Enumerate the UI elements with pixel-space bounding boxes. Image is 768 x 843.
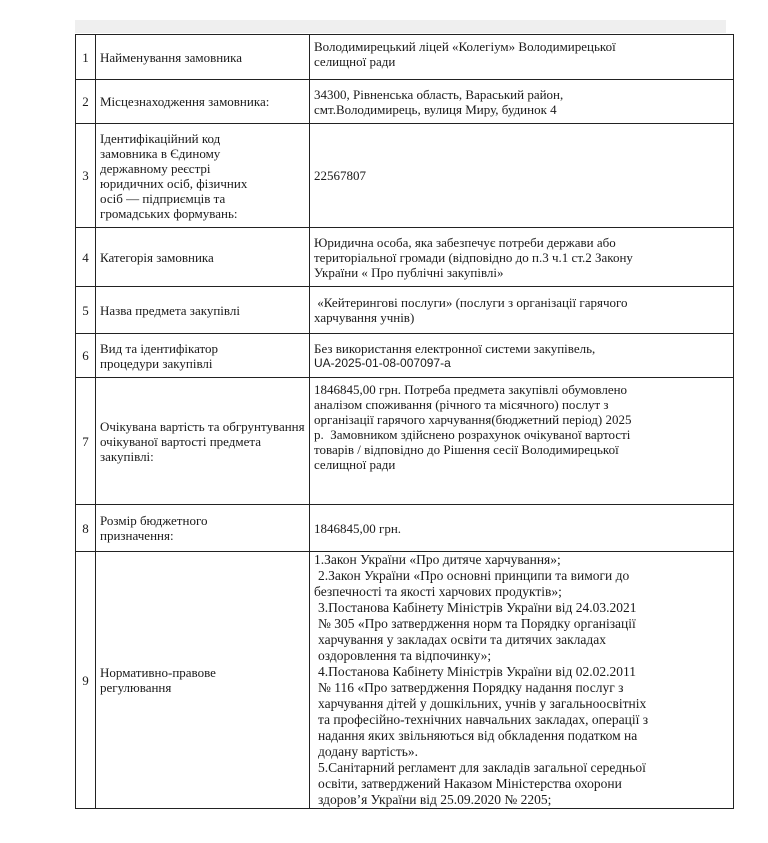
row-label: Очікувана вартість та обгрунтування очікуваної вартості предмета закупівлі: <box>96 378 310 505</box>
row-value <box>310 505 734 552</box>
legal-line: 2.Закон України «Про основні принципи та вимоги до <box>318 568 630 583</box>
table-row <box>76 228 734 287</box>
row-number: 3 <box>76 124 96 228</box>
legal-line: харчування дітей у дошкільних, учнів у загальноосвітніх <box>318 696 647 711</box>
legal-line: 4.Постанова Кабінету Міністрів України від 02.02.2011 <box>318 664 636 679</box>
row-value <box>310 80 734 124</box>
table-row <box>76 552 734 809</box>
legal-line: освіти, затверджений Наказом Міністерства охорони <box>318 776 622 791</box>
procurement-info-table <box>75 34 734 809</box>
table-row <box>76 287 734 334</box>
value-line: селищної ради <box>314 457 396 472</box>
value-line: 1846845,00 грн. <box>314 520 402 536</box>
legal-line: № 116 «Про затвердження Порядку надання послуг з <box>318 680 624 695</box>
row-value <box>310 552 734 809</box>
row-label: Місцезнаходження замовника: <box>96 80 310 124</box>
row-label: Вид та ідентифікатор процедури закупівлі <box>96 334 310 378</box>
legal-line: № 305 «Про затвердження норм та Порядку організації <box>318 616 636 631</box>
row-value <box>310 228 734 287</box>
legal-line: 5.Санітарний регламент для закладів загальної середньої <box>318 760 646 775</box>
row-label: Найменування замовника <box>96 35 310 80</box>
procedure-identifier: UA-2025-01-08-007097-a <box>314 355 451 370</box>
row-value <box>310 334 734 378</box>
row-number: 5 <box>76 287 96 334</box>
value-line: 22567807 <box>314 168 366 183</box>
legal-line: здоров’я України від 25.09.2020 № 2205; <box>318 792 552 807</box>
row-number: 6 <box>76 334 96 378</box>
value-line: смт.Володимирець, вулиця Миру, будинок 4 <box>314 101 557 117</box>
row-value <box>310 124 734 228</box>
table-row <box>76 378 734 505</box>
value-line: аналізом споживання (річного та місячного) послут з <box>314 397 609 412</box>
value-line: територіальної громади (відповідно до п.3 ч.1 ст.2 Закону <box>314 249 633 265</box>
value-line: харчування учнів) <box>314 310 415 325</box>
value-line: Володимирецький ліцей «Колегіум» Володимирецької <box>314 39 616 54</box>
value-line: 1846845,00 грн. Потреба предмета закупівлі обумовлено <box>314 382 628 397</box>
value-line: селищної ради <box>314 54 396 69</box>
table-row <box>76 35 734 80</box>
value-line: 34300, Рівненська область, Вараський район, <box>314 86 564 102</box>
legal-line: додану вартість». <box>318 744 419 759</box>
page-header-bar <box>75 20 726 33</box>
row-number: 1 <box>76 35 96 80</box>
row-number: 2 <box>76 80 96 124</box>
row-value <box>310 35 734 80</box>
row-number: 4 <box>76 228 96 287</box>
table-row <box>76 124 734 228</box>
legal-line: безпечності та якості харчових продуктів»; <box>314 584 562 599</box>
value-line: організації гарячого харчування(бюджетний період) 2025 <box>314 412 632 427</box>
table-row <box>76 505 734 552</box>
row-label: Ідентифікаційний код замовника в Єдиному державному реєстрі юридичних осіб, фізичних осіб — підприємців та громадських формувань: <box>96 124 310 228</box>
legal-line: харчування у закладах освіти та дитячих закладах <box>318 632 606 647</box>
legal-line: оздоровлення та відпочинку»; <box>318 648 492 663</box>
value-line: товарів / відповідно до Рішення сесії Володимирецької <box>314 442 619 457</box>
row-label: Назва предмета закупівлі <box>96 287 310 334</box>
row-number: 8 <box>76 505 96 552</box>
row-value <box>310 378 734 505</box>
value-line: «Кейтерингові послуги» (послуги з організації гарячого <box>314 295 628 310</box>
row-label: Розмір бюджетного призначення: <box>96 505 310 552</box>
row-number: 7 <box>76 378 96 505</box>
table-row <box>76 80 734 124</box>
legal-line: надання яких звільняються від обкладення податком на <box>318 728 638 743</box>
table-row <box>76 334 734 378</box>
legal-line: та професійно-технічних навчальних закладах, операції з <box>318 712 649 727</box>
value-line: України « Про публічні закупівлі» <box>314 264 504 280</box>
row-label: Нормативно-правове регулювання <box>96 552 310 809</box>
value-line: р. Замовником здійснено розрахунок очікуваної вартості <box>314 427 631 442</box>
row-number: 9 <box>76 552 96 809</box>
row-label: Категорія замовника <box>96 228 310 287</box>
legal-line: 3.Постанова Кабінету Міністрів України від 24.03.2021 <box>318 600 637 615</box>
value-line: Юридична особа, яка забезпечує потреби держави або <box>314 234 616 250</box>
legal-line: 1.Закон України «Про дитяче харчування»; <box>314 552 561 567</box>
value-line: Без використання електронної системи закупівель, <box>314 340 596 356</box>
row-value <box>310 287 734 334</box>
